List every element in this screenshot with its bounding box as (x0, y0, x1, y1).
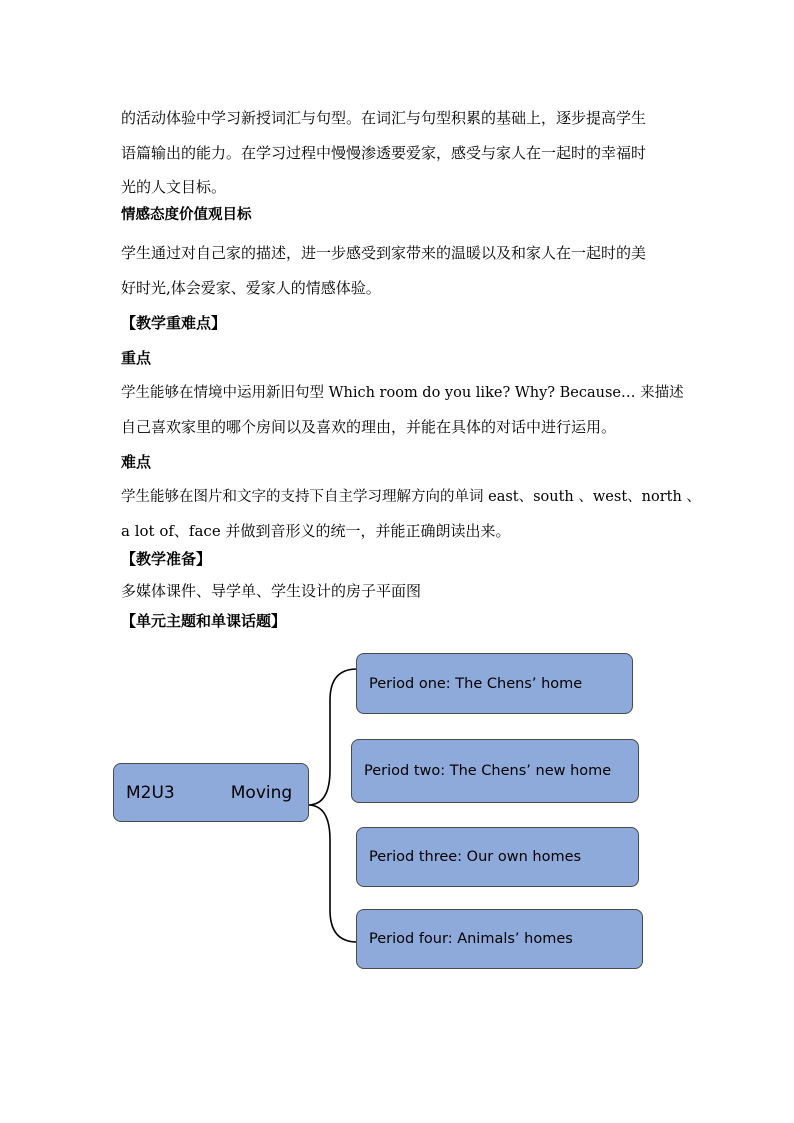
paragraph-line: a lot of、face 并做到音形义的统一，并能正确朗读出来。 (121, 522, 511, 540)
paragraph-line: 好时光,体会爱家、爱家人的情感体验。 (121, 279, 381, 297)
section-heading: 【单元主题和单课话题】 (121, 612, 287, 630)
section-heading: 情感态度价值观目标 (121, 206, 252, 223)
period-label: Period three: Our own homes (369, 849, 582, 865)
period-label: Period one: The Chens’ home (369, 675, 583, 692)
paragraph-line: 自己喜欢家里的哪个房间以及喜欢的理由，并能在具体的对话中进行运用。 (121, 418, 617, 436)
section-heading: 【教学准备】 (121, 550, 212, 568)
paragraph-line: 学生能够在情境中运用新旧句型 Which room do you like? Why? Because… 来描述 (121, 385, 684, 401)
section-heading: 【教学重难点】 (121, 314, 227, 332)
period-box (356, 827, 639, 887)
unit-title: Moving (230, 782, 293, 803)
paragraph-line: 学生通过对自己家的描述，进一步感受到家带来的温暖以及和家人在一起时的美 (121, 244, 647, 262)
paragraph-line: 语篇输出的能力。在学习过程中慢慢渗透要爱家，感受与家人在一起时的幸福时 (121, 144, 647, 162)
unit-code: M2U3 (126, 782, 175, 803)
paragraph-line: 多媒体课件、导学单、学生设计的房子平面图 (121, 582, 422, 600)
section-heading: 难点 (121, 453, 152, 471)
unit-box (113, 763, 309, 822)
paragraph-line: 光的人文目标。 (121, 178, 227, 196)
paragraph-line: 的活动体验中学习新授词汇与句型。在词汇与句型积累的基础上，逐步提高学生 (121, 109, 647, 127)
period-label: Period four: Animals’ homes (369, 931, 573, 947)
period-box (356, 909, 643, 969)
paragraph-line: 学生能够在图片和文字的支持下自主学习理解方向的单词 east、south 、west、north 、 (121, 489, 701, 505)
period-box (351, 739, 639, 803)
period-box (356, 653, 633, 714)
period-label: Period two: The Chens’ new home (364, 763, 612, 779)
section-heading: 重点 (121, 349, 152, 367)
